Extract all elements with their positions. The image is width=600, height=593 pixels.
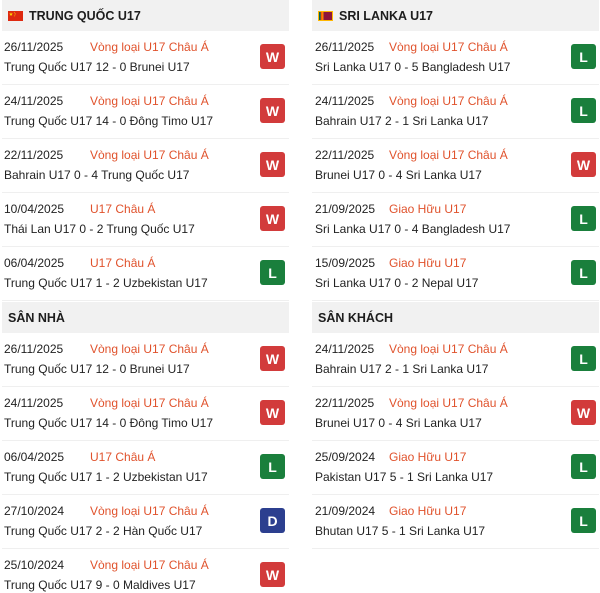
match-list: [312, 31, 599, 301]
china-flag-icon: [8, 11, 23, 21]
result-badge: L: [571, 260, 596, 285]
match-date: 22/11/2025: [4, 148, 64, 162]
match-list: [2, 333, 289, 593]
match-date: 15/09/2025: [315, 256, 376, 270]
competition-link[interactable]: Vòng loại U17 Châu Á: [90, 558, 209, 572]
match-row[interactable]: [312, 441, 599, 495]
match-row[interactable]: [2, 333, 289, 387]
competition-link[interactable]: Vòng loại U17 Châu Á: [90, 40, 209, 54]
match-score: Trung Quốc U17 1 - 2 Uzbekistan U17: [4, 470, 208, 484]
competition-link[interactable]: Vòng loại U17 Châu Á: [389, 396, 508, 410]
match-score: Trung Quốc U17 14 - 0 Đông Timo U17: [4, 416, 213, 430]
result-badge: W: [260, 346, 285, 371]
match-date: 24/11/2025: [4, 94, 64, 108]
china-column: [2, 0, 289, 593]
result-badge: L: [260, 454, 285, 479]
match-score: Trung Quốc U17 12 - 0 Brunei U17: [4, 60, 190, 74]
competition-link[interactable]: Giao Hữu U17: [389, 202, 467, 216]
match-date: 26/11/2025: [315, 40, 375, 54]
competition-link[interactable]: U17 Châu Á: [90, 450, 156, 464]
match-score: Bhutan U17 5 - 1 Sri Lanka U17: [315, 524, 486, 538]
match-score: Trung Quốc U17 9 - 0 Maldives U17: [4, 578, 196, 592]
sri-lanka-column: [312, 0, 599, 549]
section-title: SÂN NHÀ: [8, 310, 65, 325]
match-date: 24/11/2025: [315, 342, 375, 356]
competition-link[interactable]: Vòng loại U17 Châu Á: [389, 342, 508, 356]
result-badge: L: [571, 44, 596, 69]
match-row[interactable]: [2, 85, 289, 139]
match-row[interactable]: [2, 441, 289, 495]
match-date: 22/11/2025: [315, 396, 375, 410]
match-score: Bahrain U17 0 - 4 Trung Quốc U17: [4, 168, 190, 182]
result-badge: W: [571, 400, 596, 425]
match-row[interactable]: [2, 495, 289, 549]
match-score: Sri Lanka U17 0 - 2 Nepal U17: [315, 276, 479, 290]
competition-link[interactable]: Vòng loại U17 Châu Á: [90, 504, 209, 518]
match-row[interactable]: [312, 85, 599, 139]
result-badge: D: [260, 508, 285, 533]
match-score: Trung Quốc U17 12 - 0 Brunei U17: [4, 362, 190, 376]
match-row[interactable]: [2, 549, 289, 593]
match-row[interactable]: [312, 247, 599, 301]
result-badge: W: [260, 44, 285, 69]
match-score: Brunei U17 0 - 4 Sri Lanka U17: [315, 416, 482, 430]
sri-lanka-flag-icon: [318, 11, 333, 21]
match-score: Sri Lanka U17 0 - 4 Bangladesh U17: [315, 222, 511, 236]
team-header-sri-lanka: [312, 0, 599, 31]
result-badge: W: [260, 152, 285, 177]
competition-link[interactable]: Vòng loại U17 Châu Á: [389, 94, 508, 108]
result-badge: L: [571, 98, 596, 123]
match-date: 25/09/2024: [315, 450, 376, 464]
match-date: 22/11/2025: [315, 148, 375, 162]
competition-link[interactable]: Vòng loại U17 Châu Á: [90, 94, 209, 108]
match-score: Trung Quốc U17 1 - 2 Uzbekistan U17: [4, 276, 208, 290]
competition-link[interactable]: Vòng loại U17 Châu Á: [389, 148, 508, 162]
competition-link[interactable]: U17 Châu Á: [90, 202, 156, 216]
match-date: 25/10/2024: [4, 558, 65, 572]
match-date: 21/09/2024: [315, 504, 376, 518]
match-row[interactable]: [2, 139, 289, 193]
match-row[interactable]: [312, 333, 599, 387]
match-date: 24/11/2025: [4, 396, 64, 410]
team-header-china: [2, 0, 289, 31]
result-badge: W: [260, 206, 285, 231]
section-header-away: [312, 302, 599, 333]
match-score: Sri Lanka U17 0 - 5 Bangladesh U17: [315, 60, 511, 74]
match-score: Bahrain U17 2 - 1 Sri Lanka U17: [315, 362, 489, 376]
competition-link[interactable]: Giao Hữu U17: [389, 504, 467, 518]
match-score: Thái Lan U17 0 - 2 Trung Quốc U17: [4, 222, 195, 236]
match-date: 24/11/2025: [315, 94, 375, 108]
team-title: SRI LANKA U17: [339, 8, 433, 23]
match-score: Pakistan U17 5 - 1 Sri Lanka U17: [315, 470, 494, 484]
match-date: 27/10/2024: [4, 504, 65, 518]
match-date: 06/04/2025: [4, 256, 65, 270]
result-badge: L: [260, 260, 285, 285]
match-score: Trung Quốc U17 14 - 0 Đông Timo U17: [4, 114, 213, 128]
competition-link[interactable]: Vòng loại U17 Châu Á: [90, 148, 209, 162]
result-badge: W: [260, 400, 285, 425]
match-date: 10/04/2025: [4, 202, 65, 216]
competition-link[interactable]: Vòng loại U17 Châu Á: [389, 40, 508, 54]
match-row[interactable]: [2, 31, 289, 85]
match-list: [312, 333, 599, 549]
result-badge: L: [571, 508, 596, 533]
competition-link[interactable]: U17 Châu Á: [90, 256, 156, 270]
match-score: Brunei U17 0 - 4 Sri Lanka U17: [315, 168, 482, 182]
competition-link[interactable]: Vòng loại U17 Châu Á: [90, 342, 209, 356]
result-badge: L: [571, 346, 596, 371]
result-badge: W: [571, 152, 596, 177]
match-date: 26/11/2025: [4, 342, 64, 356]
match-score: Trung Quốc U17 2 - 2 Hàn Quốc U17: [4, 524, 203, 538]
match-date: 06/04/2025: [4, 450, 65, 464]
match-row[interactable]: [312, 193, 599, 247]
match-row[interactable]: [312, 387, 599, 441]
result-badge: L: [571, 454, 596, 479]
match-row[interactable]: [312, 139, 599, 193]
match-row[interactable]: [312, 31, 599, 85]
competition-link[interactable]: Giao Hữu U17: [389, 450, 467, 464]
section-title: SÂN KHÁCH: [318, 310, 393, 325]
result-badge: L: [571, 206, 596, 231]
competition-link[interactable]: Vòng loại U17 Châu Á: [90, 396, 209, 410]
match-list: [2, 31, 289, 301]
result-badge: W: [260, 98, 285, 123]
section-header-home: [2, 302, 289, 333]
match-date: 21/09/2025: [315, 202, 376, 216]
match-score: Bahrain U17 2 - 1 Sri Lanka U17: [315, 114, 489, 128]
match-row[interactable]: [2, 193, 289, 247]
competition-link[interactable]: Giao Hữu U17: [389, 256, 467, 270]
match-row[interactable]: [2, 387, 289, 441]
match-date: 26/11/2025: [4, 40, 64, 54]
match-row[interactable]: [2, 247, 289, 301]
result-badge: W: [260, 562, 285, 587]
team-title: TRUNG QUỐC U17: [29, 8, 141, 23]
match-row[interactable]: [312, 495, 599, 549]
